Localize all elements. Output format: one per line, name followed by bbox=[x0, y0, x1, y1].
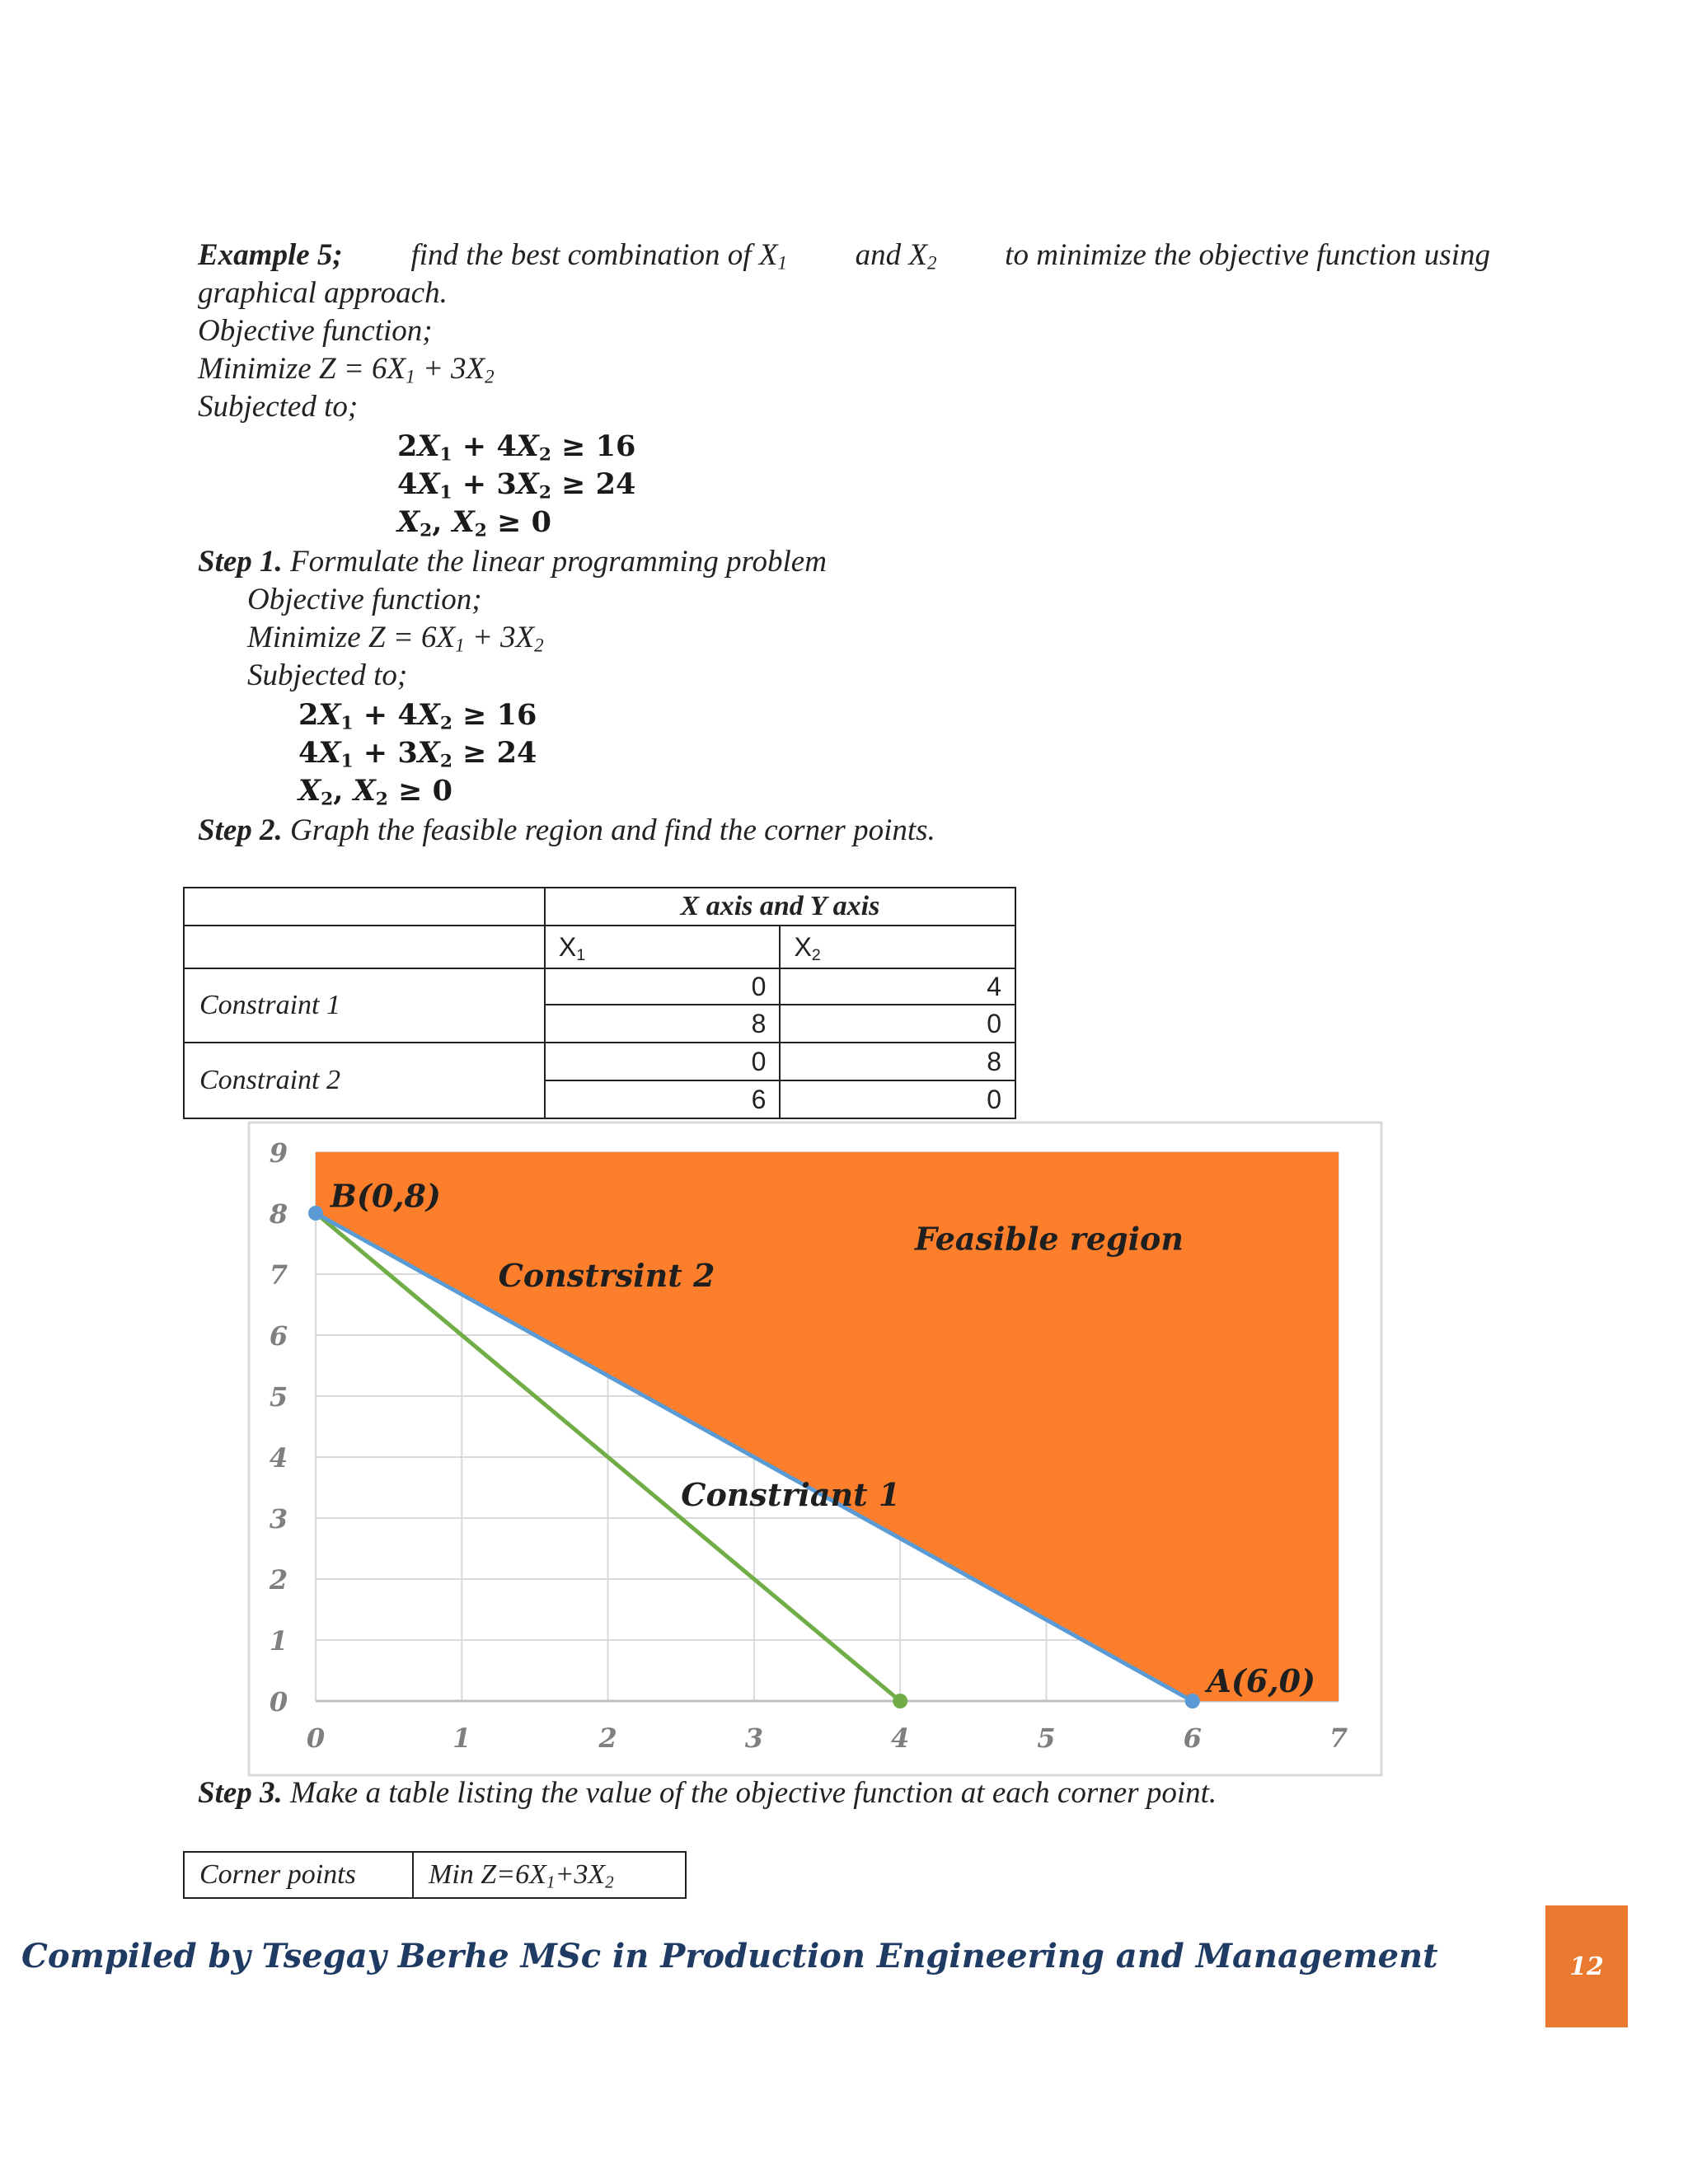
example-line2: graphical approach. bbox=[198, 276, 448, 310]
points-table-header: X axis and Y axis bbox=[545, 888, 1015, 926]
subjected-heading: Subjected to; bbox=[198, 390, 359, 424]
table-cell: 0 bbox=[545, 1043, 781, 1080]
step1-heading: Step 1. Formulate the linear programming problem bbox=[198, 545, 827, 579]
y-tick-label: 6 bbox=[269, 1320, 288, 1352]
y-tick-label: 2 bbox=[269, 1564, 288, 1596]
y-tick-label: 7 bbox=[269, 1259, 288, 1291]
step1-objective-function: Minimize $Z = 6X_1 + 3X_2$ bbox=[247, 621, 544, 656]
x-tick-label: 6 bbox=[1183, 1722, 1202, 1754]
y-tick-label: 3 bbox=[269, 1503, 288, 1535]
step1-constraint-1: $2X_1 + 4X_2 \ge 16$ bbox=[298, 698, 537, 734]
table-cell: 0 bbox=[780, 1005, 1015, 1043]
step1-nonnegativity: $X_2$, $X_2 \ge 0$ bbox=[298, 774, 452, 810]
step1-constraint-2: $4X_1 + 3X_2 \ge 24$ bbox=[298, 736, 537, 772]
corner-label-a: A(6,0) bbox=[1207, 1661, 1316, 1699]
step3-heading: Step 3. Make a table listing the value of the objective function at each corner point. bbox=[198, 1776, 1217, 1810]
constraint1-annotation: Constriant 1 bbox=[681, 1476, 901, 1514]
points-table-col-x1: $X_1$ bbox=[545, 926, 781, 968]
table-cell: 4 bbox=[780, 968, 1015, 1005]
x-tick-label: 1 bbox=[452, 1722, 471, 1754]
y-tick-label: 5 bbox=[269, 1381, 288, 1413]
example-rest: to minimize the objective function using bbox=[1005, 238, 1490, 272]
feasible-region-label: Feasible region bbox=[914, 1220, 1184, 1258]
x-tick-label: 3 bbox=[744, 1722, 763, 1754]
corner-points-table bbox=[183, 1851, 687, 1899]
min-z-header: Min $Z=6X_1+3X_2$ bbox=[413, 1852, 686, 1898]
y-tick-label: 1 bbox=[269, 1625, 288, 1657]
corner-label-b: B(0,8) bbox=[330, 1177, 441, 1215]
page-number: 12 bbox=[1545, 1905, 1628, 2027]
table-cell: 8 bbox=[780, 1043, 1015, 1080]
constraint2-label: Constraint 2 bbox=[184, 1043, 545, 1118]
table-cell: 0 bbox=[780, 1080, 1015, 1118]
y-tick-label: 0 bbox=[269, 1686, 288, 1718]
table-cell: 6 bbox=[545, 1080, 781, 1118]
constraint2-annotation: Constrsint 2 bbox=[498, 1256, 715, 1294]
x-tick-label: 2 bbox=[598, 1722, 617, 1754]
example-and: and $X_2$ bbox=[855, 238, 937, 274]
table-cell: 0 bbox=[545, 968, 781, 1005]
corner-point-marker bbox=[308, 1206, 323, 1221]
step1-subjected-heading: Subjected to; bbox=[247, 658, 408, 692]
y-tick-label: 4 bbox=[269, 1442, 288, 1474]
corner-points-header: Corner points bbox=[184, 1852, 413, 1898]
corner-point-marker bbox=[1185, 1694, 1200, 1708]
objective-function: Minimize $Z = 6X_1 + 3X_2$ bbox=[198, 352, 495, 387]
step1-objective-heading: Objective function; bbox=[247, 583, 482, 616]
table-cell: 8 bbox=[545, 1005, 781, 1043]
constraint-equation-2: $4X_1 + 3X_2 \ge 24$ bbox=[397, 467, 636, 504]
example-label: Example 5; bbox=[198, 238, 343, 272]
y-tick-label: 8 bbox=[269, 1198, 288, 1230]
series-endpoint bbox=[893, 1694, 907, 1708]
x-tick-label: 0 bbox=[306, 1722, 326, 1754]
objective-heading: Objective function; bbox=[198, 314, 433, 348]
example-text: find the best combination of $X_1$ bbox=[410, 238, 787, 274]
step2-heading: Step 2. Graph the feasible region and find the corner points. bbox=[198, 813, 935, 847]
points-table-col-x2: $X_2$ bbox=[780, 926, 1015, 968]
nonnegativity-equation: $X_2$, $X_2 \ge 0$ bbox=[397, 505, 551, 541]
x-tick-label: 4 bbox=[891, 1722, 910, 1754]
footer-credit: Compiled by Tsegay Berhe MSc in Production Engineering and Management bbox=[21, 1937, 1438, 1975]
x-tick-label: 7 bbox=[1329, 1722, 1348, 1754]
y-tick-label: 9 bbox=[269, 1137, 288, 1169]
constraint-equation-1: $2X_1 + 4X_2 \ge 16$ bbox=[397, 429, 636, 466]
x-tick-label: 5 bbox=[1037, 1722, 1056, 1754]
constraint1-label: Constraint 1 bbox=[184, 968, 545, 1043]
